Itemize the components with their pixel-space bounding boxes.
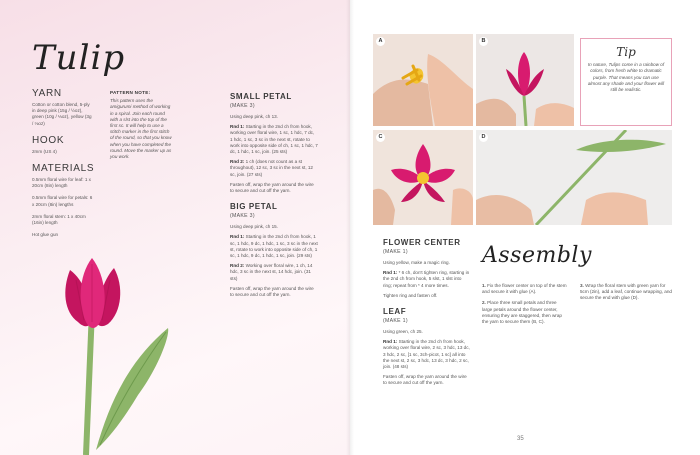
pattern-note-text: This pattern uses the amigurumi method of working in a spiral. Join each round with a slst into the top of the first sc. It will help to use a stitch marker in the first stitch of the round, so that you know when you have completed the round. Move the marker up as you work. [110, 98, 172, 160]
rnd-text: Starting in the 2nd ch from hook, 1 sc, 1 hdc, 9 dc, 1 hdc, 1 sc, 3 sc in the next st, rotate to work into opposite side of ch, 1 sc, 1 hdc, 9 dc, 1 hdc, 1 sc, join. (29 sts) [230, 234, 318, 259]
leaf-make: (MAKE 1) [383, 318, 408, 325]
photo-d-image [476, 130, 672, 225]
step-number: 1. [482, 283, 486, 288]
tip-title: Tip [616, 45, 636, 59]
rnd-label: Rnd 1: [230, 124, 245, 130]
materials-item: Hot glue gun [32, 232, 59, 238]
big-petal-intro: Using deep pink, ch 15. [230, 224, 279, 230]
photo-b-image [476, 34, 574, 126]
yarn-heading: YARN [32, 88, 62, 99]
rnd-label: Rnd 2: [230, 159, 245, 165]
flower-center-intro: Using yellow, make a magic ring. [383, 260, 450, 265]
hook-heading: HOOK [32, 134, 65, 146]
photo-d [476, 130, 672, 225]
step-number: 3. [580, 283, 584, 288]
big-petal-rnd2 [230, 263, 318, 282]
rnd-label: Rnd 1: [230, 234, 245, 240]
flower-center-finish: Tighten ring and fasten off. [383, 292, 438, 298]
rnd-text: Starting in the 2nd ch from hook, working over floral wire, 1 sc, 1 hdc, 7 dc, 1 hdc, 1 sc, 3 sc in the next st, rotate to work into opposite side of ch, 1 sc, 1 hdc, 7 dc, 1 hdc, 1 sc, join. (25 sts) [230, 124, 318, 155]
photo-b [476, 34, 574, 126]
rnd-label: Rnd 2: [230, 263, 245, 269]
yarn-text: Cotton or cotton blend, 5-ply in deep pink (15g / ½oz), green (10g / ⅓oz), yellow (3g / ⅛oz) [32, 102, 92, 126]
rnd-text: 1 ch (does not count as a st throughout), 12 sc, 3 sc in the next st, 12 sc, join. (27 sts) [230, 159, 313, 177]
rnd-label: Rnd 1: [383, 270, 398, 276]
flower-center-heading: FLOWER CENTER [383, 238, 461, 247]
photo-label: A [376, 37, 385, 46]
hook-text: 2mm (US 4) [32, 148, 57, 154]
big-petal-finish: Fasten off, wrap the yarn around the wire to secure and cut off the yarn. [230, 285, 314, 298]
small-petal-finish: Fasten off, wrap the yarn around the wire to secure and cut off the yarn. [230, 181, 314, 194]
leaf-intro: Using green, ch 25. [383, 329, 423, 335]
materials-item: 2mm floral stem: 1 x 40cm (16in) length [32, 213, 86, 226]
page-number: 35 [517, 436, 524, 442]
flower-center-rnd1 [383, 270, 471, 289]
leaf-heading: LEAF [383, 307, 407, 317]
small-petal-heading: SMALL PETAL [230, 92, 292, 101]
assembly-col-2 [580, 283, 672, 302]
step-number: 2. [482, 300, 486, 306]
photo-label: C [376, 133, 385, 142]
small-petal-rnd1 [230, 124, 318, 155]
step-text: Place three small petals and three large petals around the flower center, ensuring they are staggered, then wrap the yarn to secure them (B, C). [482, 300, 562, 325]
materials-heading: MATERIALS [32, 163, 95, 175]
assembly-step [580, 283, 672, 302]
rnd-label: Rnd 1: [383, 339, 398, 345]
materials-column [32, 88, 94, 238]
pattern-note [110, 90, 174, 160]
big-petal-make: (MAKE 3) [230, 213, 255, 220]
tip-text: In nature, Tulips come in a rainbow of colors, from fresh white to dramatic purple. That means you can use almost any shade and your flower will still be realistic. [587, 62, 665, 93]
photo-label: B [479, 37, 488, 46]
small-petal-intro: Using deep pink, ch 13. [230, 114, 279, 119]
pattern-note-heading: PATTERN NOTE: [110, 90, 151, 95]
book-spine [346, 0, 354, 455]
rnd-text: * 6 ch, don't tighten ring, starting in the 2nd ch from hook, 5 slst, 1 slst into ring; repeat from * 4 more times. [383, 270, 470, 288]
tip-box [580, 38, 672, 126]
big-petal-rnd1 [230, 234, 318, 259]
assembly-step [482, 300, 568, 325]
leaf-rnd1 [383, 339, 471, 370]
small-petal-rnd2 [230, 159, 318, 178]
center-leaf-instructions [383, 238, 471, 387]
rnd-text: Starting in the 2nd ch from hook, working over floral wire, 2 sc, 3 hdc, 13 dc, 3 hdc, 2 sc, [1 sc, 3ch-picot, 1 sc] all into the next st, 2 sc, 3 hdc, 13 dc, 3 hdc, 2 sc, join. (48 sts) [383, 339, 470, 370]
photo-a-image [373, 34, 473, 126]
step-text: Wrap the floral stem with green yarn for 5cm (2in), add a leaf, continue wrapping, and secure the end with glue (D). [580, 283, 672, 301]
tulip-illustration [40, 250, 190, 455]
photo-label: D [479, 133, 488, 142]
materials-item: 0.5mm floral wire for leaf: 1 x 20cm (8in) length [32, 177, 91, 189]
photo-a [373, 34, 473, 126]
photo-c-image [373, 130, 473, 225]
rnd-text: Working over floral wire, 1 ch, 14 hdc, 3 sc in the next st, 14 hdc, join. (31 sts) [230, 263, 313, 281]
petal-instructions [230, 92, 318, 298]
photo-c [373, 130, 473, 225]
small-petal-make: (MAKE 3) [230, 103, 255, 109]
materials-item: 0.5mm floral wire for petals: 6 x 20cm (8in) lengths [32, 195, 93, 207]
assembly-title: Assembly [482, 243, 592, 268]
big-petal-heading: BIG PETAL [230, 202, 278, 212]
flower-center-make: (MAKE 1) [383, 249, 408, 255]
page-title: Tulip [32, 38, 126, 78]
leaf-finish: Fasten off, wrap the yarn around the wire to secure and cut off the yarn. [383, 374, 467, 386]
assembly-col-1 [482, 283, 568, 325]
step-text: Fix the flower center on top of the stem and secure it with glue (A). [482, 283, 567, 295]
assembly-step [482, 283, 568, 295]
